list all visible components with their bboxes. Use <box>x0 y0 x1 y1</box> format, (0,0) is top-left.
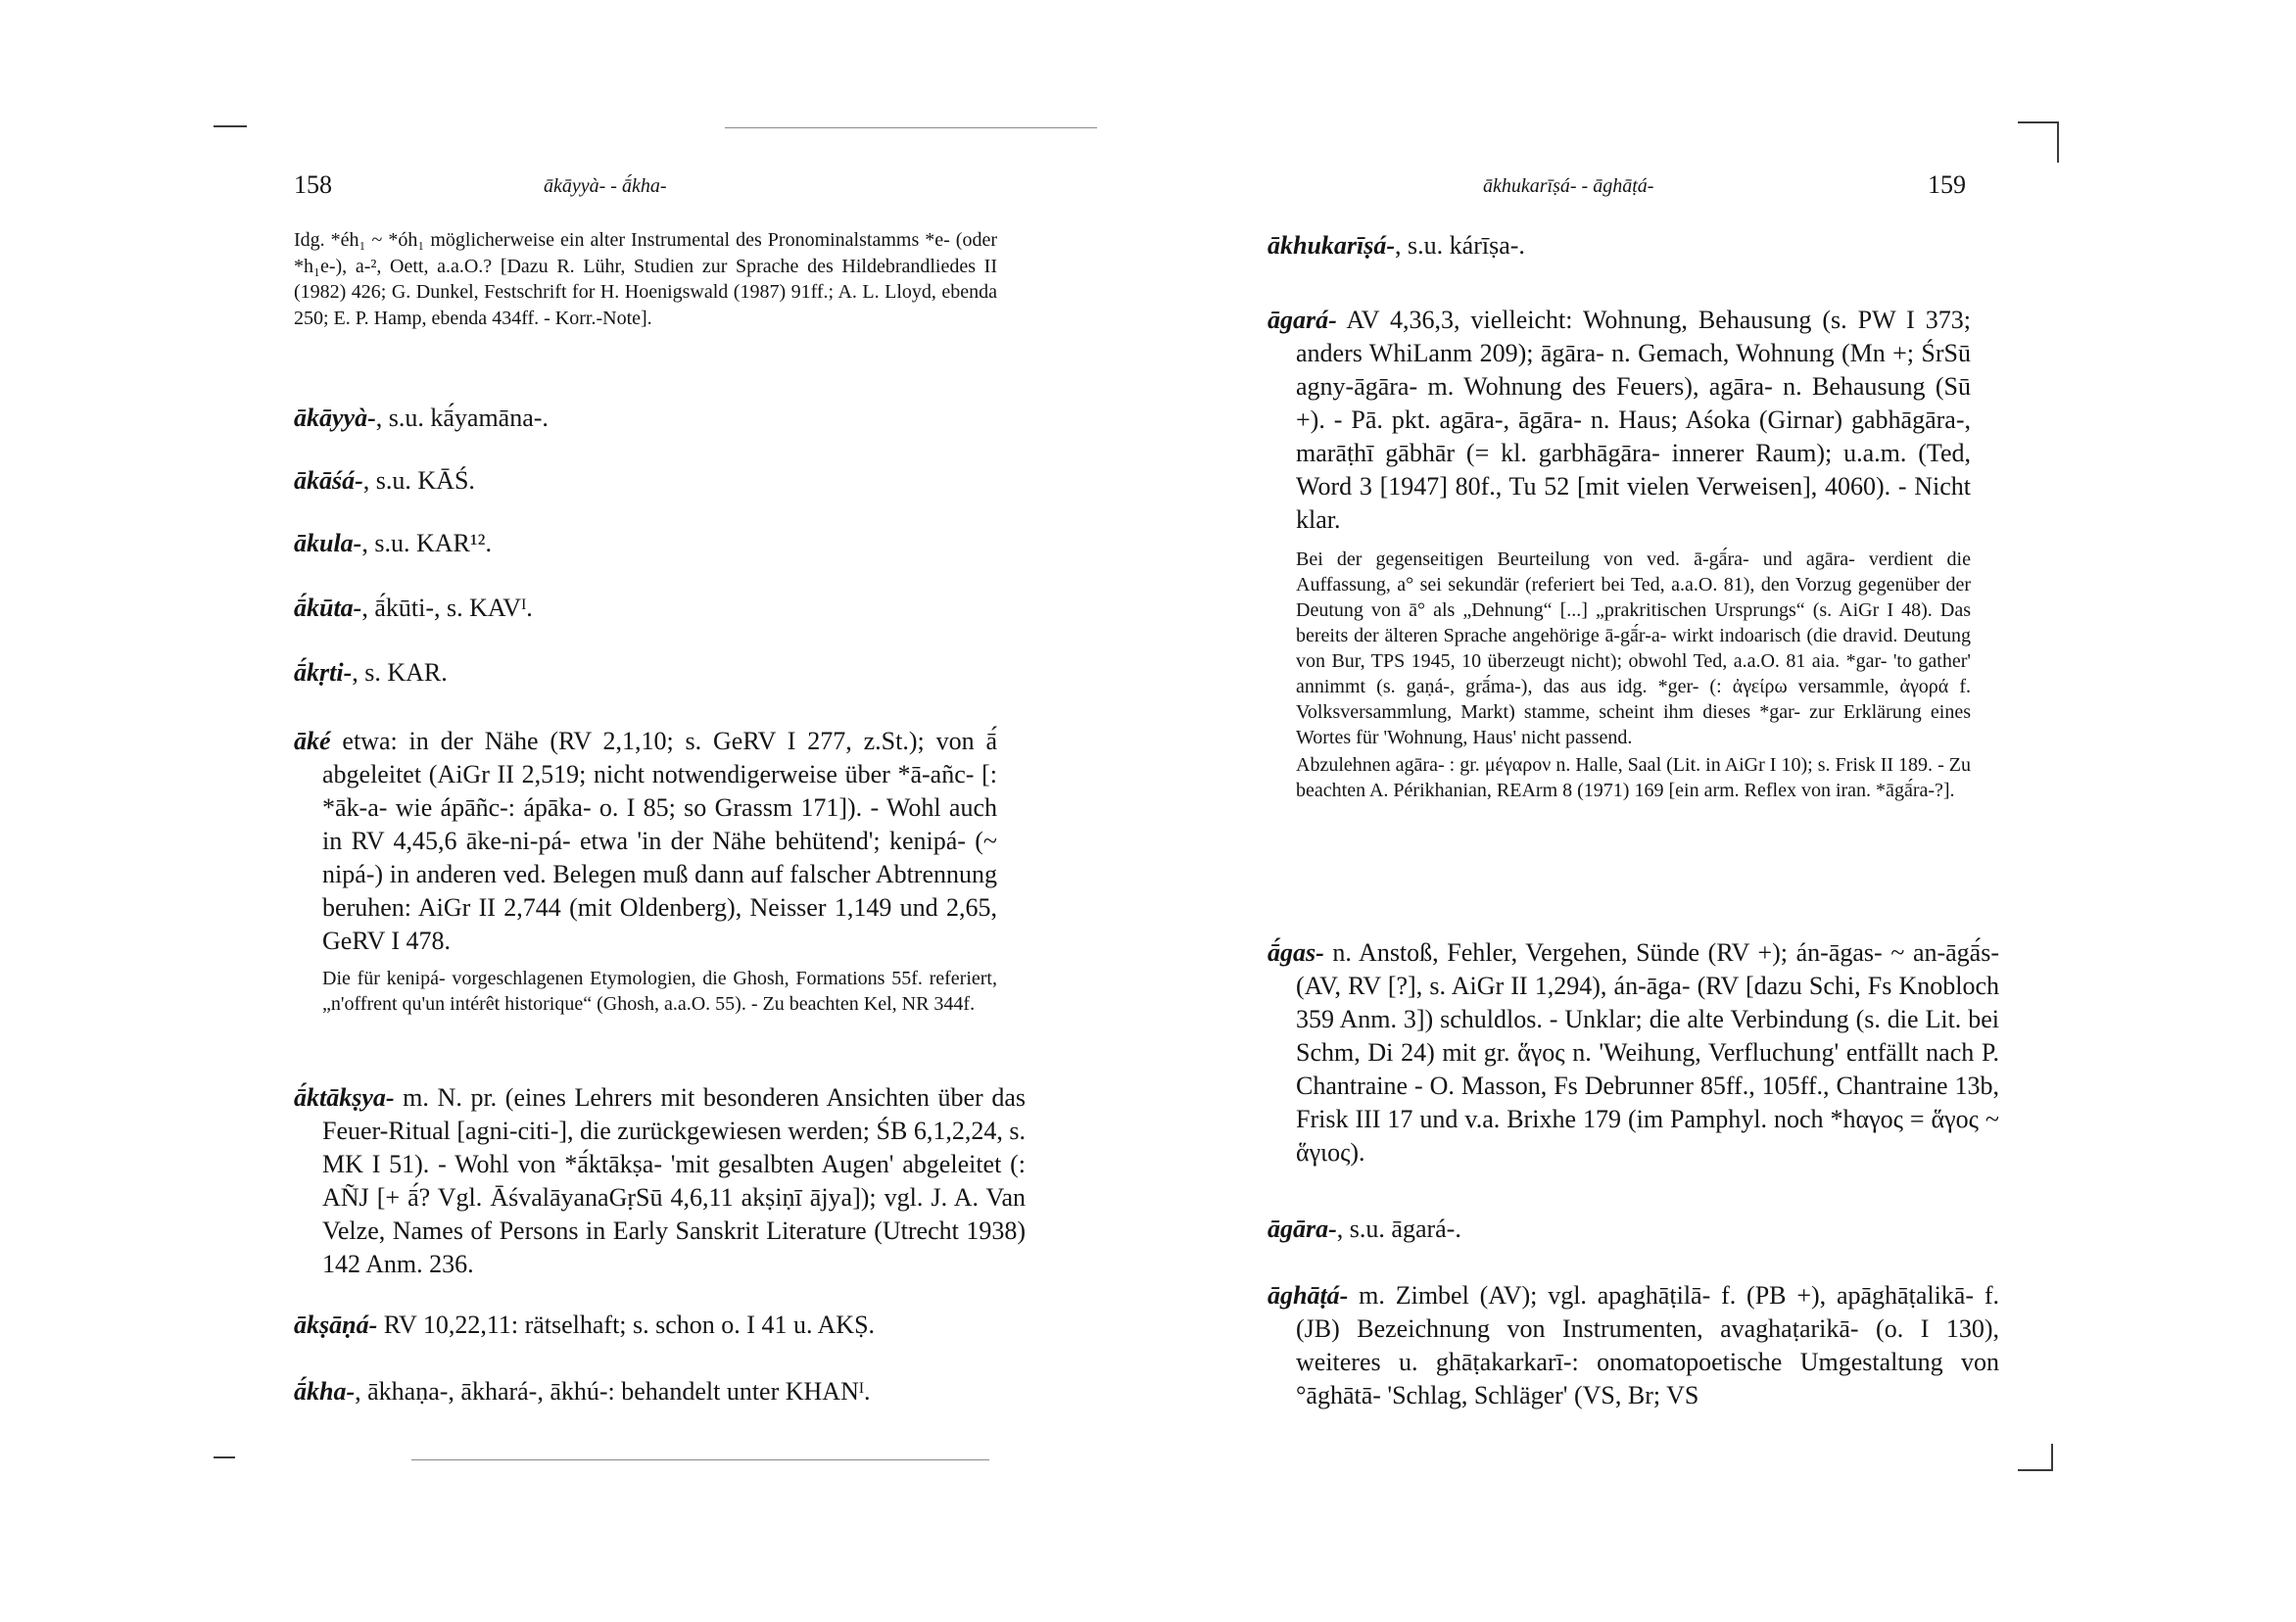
lemma: ā́ktākṣya- <box>294 1083 395 1112</box>
entry-aksana <box>294 1309 1026 1342</box>
entry-text: , ā́kūti-, s. KAVᴵ. <box>361 594 533 622</box>
entry-text: , s. KAR. <box>352 658 448 687</box>
lemma: āgāra- <box>1268 1215 1337 1243</box>
page-number: 159 <box>1928 170 1966 199</box>
lemma: ā́kha- <box>294 1377 356 1406</box>
entry-text: , s.u. kárīṣa-. <box>1395 231 1525 260</box>
entry-text: , s.u. kā́yamāna-. <box>375 404 549 432</box>
entry-text: , s.u. KĀŚ. <box>362 466 475 495</box>
entry-aghata <box>1268 1279 1999 1412</box>
entry-body <box>1268 304 1971 537</box>
entry-text: , s.u. KAR¹². <box>361 529 492 557</box>
entry-text: , ākhaṇa-, ākhará-, ākhú-: behandelt unter KHANᴵ. <box>355 1377 871 1406</box>
entry-akayya <box>294 402 997 435</box>
entry-akha <box>294 1375 1026 1408</box>
entry-text: RV 10,22,11: rätselhaft; s. schon o. I 41 u. AKṢ. <box>377 1311 876 1339</box>
entry-akhukarisa <box>1268 229 1971 262</box>
entry-agara <box>1268 304 1971 803</box>
entry-akasa <box>294 464 997 498</box>
entry-text: , s.u. āgará-. <box>1336 1215 1461 1243</box>
lemma: ākāśá- <box>294 466 363 495</box>
entry-text: m. N. pr. (eines Lehrers mit besonderen Ansichten über das Feuer-Ritual [agni-citi-], die zurückgewiesen werden; ŚB 6,1,2,24, s. MK I 51). - Wohl von *ā́ktākṣa- 'mit gesalbten Augen' abgeleitet (: AÑJ [+ ā́? Vgl. ĀśvalāyanaGṛSū 4,6,11 akṣiṇī ājya]); vgl. J. A. Van Velze, Names of Persons in Early Sanskrit Literature (Utrecht 1938) 142 Anm. 236. <box>322 1083 1026 1278</box>
entry-akula <box>294 527 997 560</box>
entry-text: n. Anstoß, Fehler, Vergehen, Sünde (RV +); án-āgas- ~ an-āgā́s- (AV, RV [?], s. AiGr II 1,294), án-āga- (RV [dazu Schi, Fs Knobloch 359 Anm. 3]) schuldlos. - Unklar; die alte Verbindung (s. die Lit. bei Schm, Di 24) mit gr. ἅγος n. 'Weihung, Verfluchung' entfällt nach P. Chantraine - O. Masson, Fs Debrunner 85ff., 105ff., Chantraine 13b, Frisk III 17 und v.a. Brixhe 179 (im Pamphyl. noch *hαγος = ἅγος ~ ἅγιος). <box>1296 938 1999 1167</box>
lemma: ākṣāṇá- <box>294 1311 378 1339</box>
entry-akuta <box>294 592 997 625</box>
lemma: āké <box>294 727 331 755</box>
page-number: 158 <box>294 170 332 199</box>
right-page <box>1148 0 2296 1622</box>
entry-text: etwa: in der Nähe (RV 2,1,10; s. GeRV I 277, z.St.); von ā́ abgeleitet (AiGr II 2,519; nicht notwendigerweise über *ā-añc- [: *āk-a- wie ápāñc-: ápāka- o. I 85; so Grassm 171]). - Wohl auch in RV 4,45,6 āke-ni-pá- etwa 'in der Nähe behütend'; kenipá- (~ nipá-) in anderen ved. Belegen muß dann auf falscher Abtrennung beruhen: AiGr II 2,744 (mit Oldenberg), Neisser 1,149 und 2,65, GeRV I 478. <box>322 727 997 955</box>
entry-body <box>294 725 997 958</box>
lemma: ākhukarīṣá- <box>1268 231 1396 260</box>
lemma: āghāṭá- <box>1268 1281 1349 1310</box>
lemma: ākula- <box>294 529 362 557</box>
intro-note: Idg. *éh₁ ~ *óh₁ möglicherweise ein alter Instrumental des Pronominalstamms *e- (oder *h₁e-), a-², Oett, a.a.O.? [Dazu R. Lühr, Studien zur Sprache des Hildebrandliedes II (1982) 426; G. Dunkel, Festschrift for H. Hoenigswald (1987) 91ff.; A. L. Lloyd, ebenda 250; E. P. Hamp, ebenda 434ff. - Korr.-Note]. <box>294 229 997 329</box>
lemma: ākāyyà- <box>294 404 376 432</box>
entry-ake <box>294 725 997 1017</box>
running-head: ākāyyà- - ā́kha- <box>544 175 667 197</box>
entry-akrti <box>294 656 997 690</box>
entry-note: Bei der gegenseitigen Beurteilung von ved. ā-gā́ra- und agāra- verdient die Auffassung, a° sei sekundär (referiert bei Ted, a.a.O. 81), den Vorzug gegenüber der Deutung von ā° als „Dehnung“ [...] „prakritischen Ursprungs“ (s. AiGr I 48). Das bereits der älteren Sprache angehörige ā-gā́r-a- wirkt indoarisch (die dravid. Deutung von Bur, TPS 1945, 10 überzeugt nicht); obwohl Ted, a.a.O. 81 aia. *gar- 'to gather' annimmt (s. gaṇá-, grā́ma-), das aus idg. *ger- (: ἀγείρω versammle, ἀγορά f. Volksversammlung, Markt) stamme, scheint ihm dieses *gar- zur Erklärung eines Wortes für 'Wohnung, Haus' nicht passend. <box>1296 549 1971 748</box>
lemma: ā́kṛti- <box>294 658 353 687</box>
lemma: ā́gas- <box>1268 938 1324 967</box>
entry-text: AV 4,36,3, vielleicht: Wohnung, Behausung (s. PW I 373; anders WhiLanm 209); āgāra- n. Gemach, Wohnung (Mn +; ŚrSū agny-āgāra- m. Wohnung des Feuers), agāra- n. Behausung (Sū +). - Pā. pkt. agāra-, āgāra- n. Haus; Aśoka (Girnar) gabhāgāra-, marāṭhī gābhār (= kl. garbhāgāra- innerer Raum); u.a.m. (Ted, Word 3 [1947] 80f., Tu 52 [mit vielen Verweisen], 4060). - Nicht klar. <box>1296 306 1971 534</box>
lemma: ā́kūta- <box>294 594 362 622</box>
entry-aktaksya <box>294 1081 1026 1281</box>
entry-agara-2 <box>1268 1213 1971 1246</box>
lemma: āgará- <box>1268 306 1337 334</box>
entry-agas <box>1268 936 1999 1169</box>
running-head: ākhukarīṣá- - āghāṭá- <box>1483 175 1654 197</box>
entry-text: m. Zimbel (AV); vgl. apaghāṭilā- f. (PB +), apāghāṭalikā- f. (JB) Bezeichnung von Instrumenten, avaghaṭarikā- (o. I 130), weiteres u. ghāṭakarkarī-: onomatopoetische Umgestaltung von °āghātā- 'Schlag, Schläger' (VS, Br; VS <box>1296 1281 1999 1409</box>
entry-note: Abzulehnen agāra- : gr. μέγαρον n. Halle, Saal (Lit. in AiGr I 10); s. Frisk II 189. - Zu beachten A. Périkhanian, REArm 8 (1971) 169 [ein arm. Reflex von iran. *āgā́ra-?]. <box>1296 754 1971 801</box>
entry-note: Die für kenipá- vorgeschlagenen Etymologien, die Ghosh, Formations 55f. referiert, „n'offrent qu'un intérêt historique“ (Ghosh, a.a.O. 55). - Zu beachten Kel, NR 344f. <box>322 968 997 1015</box>
